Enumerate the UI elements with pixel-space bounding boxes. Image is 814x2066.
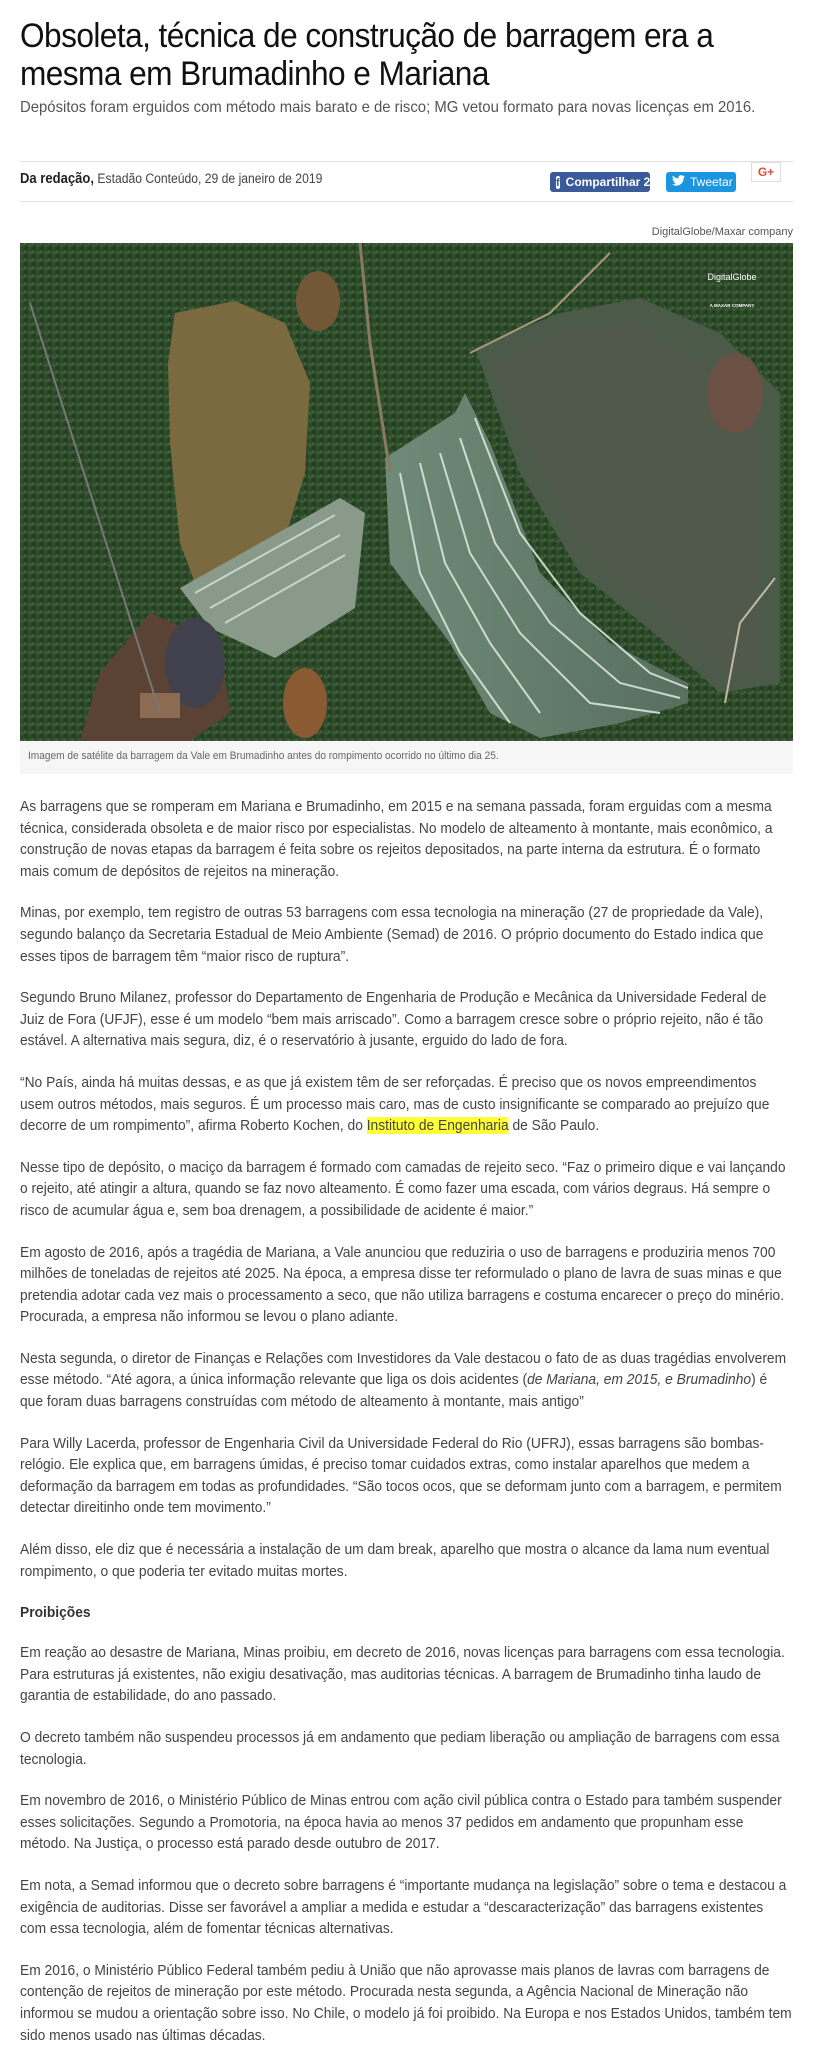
satellite-photo — [20, 243, 793, 741]
paragraph — [20, 1348, 793, 1413]
twitter-bird-icon — [672, 175, 685, 189]
paragraph: Segundo Bruno Milanez, professor do Departamento de Engenharia de Produção e Mecânica da Universidade Federal de Juiz de Fora (UFJF), esse é um modelo “bem mais arriscado”. Como a barragem cresce sobre o próprio rejeito, não é tão estável. A alternativa mais segura, diz, é o reservatório à jusante, erguido do lado de fora. — [20, 989, 767, 1050]
byline — [20, 171, 322, 187]
paragraph-text: de São Paulo. — [508, 1117, 600, 1135]
article-body — [20, 796, 793, 2066]
photo-credit: DigitalGlobe/Maxar company — [651, 226, 793, 238]
paragraph: O decreto também não suspendeu processos já em andamento que pediam liberação ou ampliação de barragens com essa tecnologia. — [20, 1729, 780, 1768]
section-heading-proibicoes: Proibições — [20, 1604, 91, 1622]
tweet-button[interactable] — [666, 172, 736, 192]
italic-text: de Mariana, em 2015, e Brumadinho — [527, 1371, 752, 1389]
paragraph-text: “No País, ainda há muitas dessas, e as que já existem têm de ser reforçadas. É preciso que os novos empreendimentos usem outros métodos, mais seguros. É um processo mais caro, mas de custo insignificante se comparado ao prejuízo que decorre de um rompimento”, afirma Roberto Kochen, do — [20, 1073, 770, 1135]
paragraph: Em reação ao desastre de Mariana, Minas proibiu, em decreto de 2016, novas licenças para barragens com essa tecnologia. Para estruturas já existentes, não exigiu desativação, mas auditorias técnicas. A barragem de Brumadinho tinha laudo de garantia de estabilidade, do ano passado. — [20, 1644, 785, 1705]
paragraph: As barragens que se romperam em Mariana e Brumadinho, em 2015 e na semana passada, foram erguidas com a mesma técnica, considerada obsoleta e de maior risco por especialistas. No modelo de alteamento à montante, mais econômico, a construção de novas etapas da barragem é feita sobre os rejeitos depositados, na parte interna da estrutura. É o formato mais comum de depósitos de rejeitos na mineração. — [20, 798, 773, 880]
facebook-share-label: Compartilhar 2 — [565, 175, 651, 189]
paragraph: Em nota, a Semad informou que o decreto sobre barragens é “importante mudança na legislação” sobre o tema e destacou a exigência de auditorias. Disse ser favorável a ampliar a medida e estudar a “descaracterização” das barragens existentes com essa tecnologia, além de fomentar técnicas alternativas. — [20, 1876, 787, 1938]
photo-caption-box — [20, 741, 793, 774]
paragraph — [20, 1072, 793, 1137]
divider — [20, 201, 793, 202]
paragraph: Para Willy Lacerda, professor de Engenharia Civil da Universidade Federal do Rio (UFRJ), essas barragens são bombas-relógio. Ele explica que, em barragens úmidas, é preciso tomar cuidados extras, como instalar aparelhos que medem a deformação da barragem em todas as profundidades. “São tocos ocos, que se deformam junto com a barragem, e permitem detectar direitinho onde tem movimento.” — [20, 1434, 782, 1517]
divider — [20, 161, 793, 162]
watermark-subtitle: A MAXAR COMPANY — [709, 303, 755, 308]
paragraph-text: Nesta segunda, o diretor de Finanças e Relações com Investidores da Vale destacou o fato de as duas tragédias envolverem esse método. “Até agora, a única informação relevante que liga os dois acidentes ( — [20, 1349, 787, 1389]
highlighted-link-instituto-de-engenharia[interactable]: Instituto de Engenharia — [366, 1117, 509, 1135]
byline-author: Da redação, — [20, 171, 94, 187]
google-plus-button[interactable] — [751, 162, 781, 182]
photo-caption: Imagem de satélite da barragem da Vale em Brumadinho antes do rompimento ocorrido no último dia 25. — [28, 750, 499, 762]
google-plus-icon: G+ — [757, 165, 775, 179]
facebook-icon: f — [556, 176, 560, 189]
facebook-share-button[interactable] — [550, 172, 650, 192]
article-title: Obsoleta, técnica de construção de barragem era a mesma em Brumadinho e Mariana — [20, 17, 714, 93]
satellite-image — [20, 243, 793, 741]
watermark-logo: DigitalGlobe — [707, 272, 757, 282]
paragraph: Em novembro de 2016, o Ministério Público de Minas entrou com ação civil pública contra o Estado para também suspender esses solicitações. Segundo a Promotoria, na época havia ao menos 37 pedidos em andamento que propunham esse método. Na Justiça, o processo está parado desde outubro de 2017. — [20, 1792, 782, 1853]
article-subtitle: Depósitos foram erguidos com método mais barato e de risco; MG vetou formato para novas licenças em 2016. — [20, 99, 756, 116]
tweet-label: Tweetar — [690, 175, 733, 189]
paragraph: Além disso, ele diz que é necessária a instalação de um dam break, aparelho que mostra o alcance da lama num eventual rompimento, o que poderia ter evitado muitas mortes. — [20, 1541, 770, 1580]
paragraph-text: ) é que foram duas barragens construídas com método de alteamento à montante, mais antigo” — [20, 1371, 768, 1411]
paragraph: Minas, por exemplo, tem registro de outras 53 barragens com essa tecnologia na mineração (27 de propriedade da Vale), segundo balanço da Secretaria Estadual de Meio Ambiente (Semad) de 2016. O próprio documento do Estado indica que esses tipos de barragem têm “maior risco de ruptura”. — [20, 904, 764, 965]
paragraph: Em agosto de 2016, após a tragédia de Mariana, a Vale anunciou que reduziria o uso de barragens e produziria menos 700 milhões de toneladas de rejeitos até 2025. Na época, a empresa disse ter reformulado o plano de lavra de suas minas e que pretendia adotar cada vez mais o processamento a seco, que não utiliza barragens e costuma encarecer o preço do minério. Procurada, a empresa não informou se levou o plano adiante. — [20, 1243, 785, 1326]
paragraph: Nesse tipo de depósito, o maciço da barragem é formado com camadas de rejeito seco. “Faz o primeiro dique e vai lançando o rejeito, até atingir a altura, quando se faz novo alteamento. É como fazer uma escada, com vários degraus. Há sempre o risco de acumular água e, sem boa drenagem, a possibilidade de acidente é maior.” — [20, 1158, 786, 1219]
paragraph: Em 2016, o Ministério Público Federal também pediu à União que não aprovasse mais planos de lavras com barragens de contenção de rejeitos de mineração por este método. Procurada nesta segunda, a Agência Nacional de Mineração não informou se mudou a orientação sobre isso. No Chile, o modelo já foi proibido. Na Europa e nos Estados Unidos, também tem sido menos usado nas últimas décadas. — [20, 1961, 792, 2044]
byline-source-date: Estadão Conteúdo, 29 de janeiro de 2019 — [97, 171, 323, 186]
